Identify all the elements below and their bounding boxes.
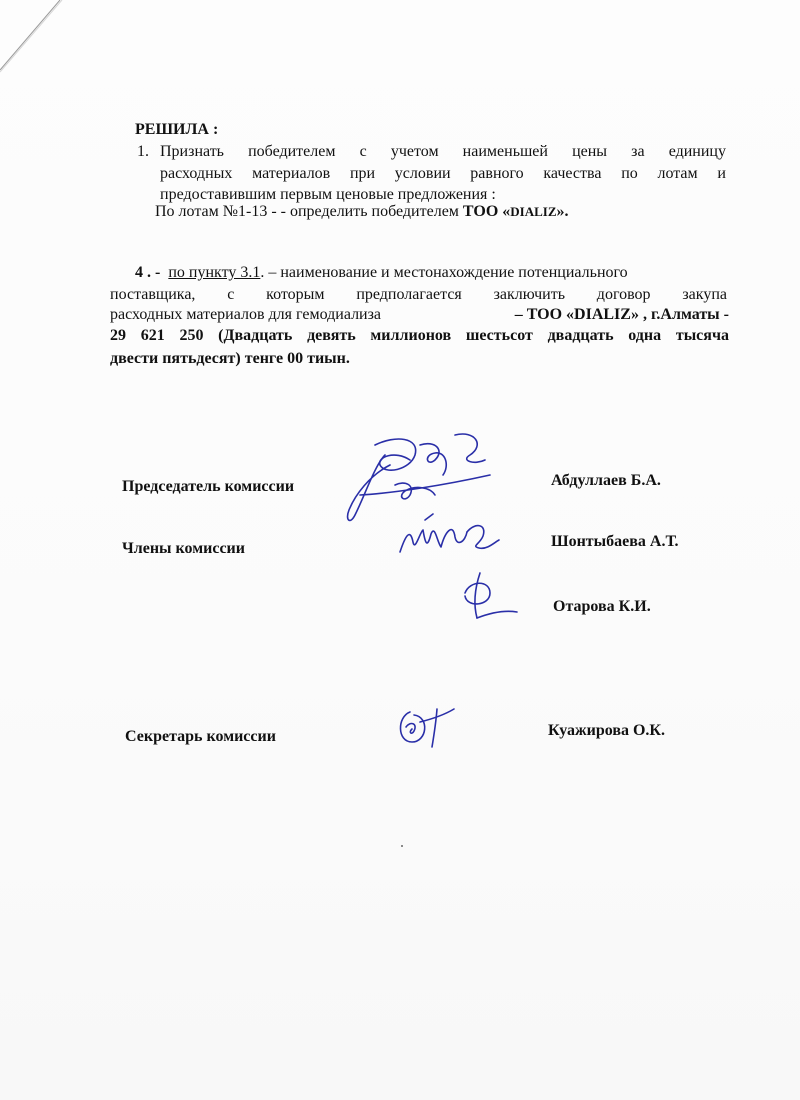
point4-line3-bold: – ТОО «DIALIZ» , г.Алматы - bbox=[514, 306, 729, 323]
word: (Двадцать bbox=[218, 327, 293, 344]
word: закупа bbox=[682, 286, 727, 303]
word: которым bbox=[266, 286, 325, 303]
word: поставщика, bbox=[110, 286, 196, 303]
member2-signature-icon bbox=[455, 568, 525, 628]
point4-line1-rest: . – наименование и местонахождение потенциального bbox=[260, 264, 628, 281]
point4-line3-normal: расходных материалов для гемодиализа bbox=[110, 306, 382, 323]
resolution-item-line-2 bbox=[160, 164, 726, 184]
word: 621 bbox=[140, 327, 165, 344]
secretary-signature-icon bbox=[392, 697, 462, 757]
word: с bbox=[227, 286, 235, 303]
resolution-heading: РЕШИЛА : bbox=[135, 121, 219, 138]
member1-signature-icon bbox=[395, 512, 505, 562]
word: наименьшей bbox=[462, 143, 548, 160]
word: единицу bbox=[668, 143, 726, 160]
lots-decision bbox=[155, 202, 569, 221]
word: миллионов bbox=[370, 327, 452, 344]
word: с bbox=[359, 143, 367, 160]
lots-winner-suffix: ». bbox=[556, 203, 569, 220]
word: лотам bbox=[657, 165, 698, 182]
word: цены bbox=[572, 143, 608, 160]
justified-line bbox=[110, 285, 727, 305]
chairman-role: Председатель комиссии bbox=[122, 478, 295, 495]
lots-prefix: По лотам №1-13 - - определить победителем bbox=[155, 203, 463, 220]
chairman-name: Абдуллаев Б.А. bbox=[551, 472, 661, 489]
lots-winner-prefix: ТОО « bbox=[462, 203, 511, 220]
point4-number-wrap bbox=[110, 263, 628, 283]
word: при bbox=[349, 165, 376, 182]
word: 29 bbox=[110, 327, 126, 344]
word: двадцать bbox=[547, 327, 614, 344]
resolution-item-line-1 bbox=[160, 142, 726, 162]
word: одна bbox=[628, 327, 662, 344]
word: тысяча bbox=[675, 327, 729, 344]
point4-line-1-content bbox=[110, 263, 727, 283]
word: 250 bbox=[179, 327, 204, 344]
chairman-signature-icon bbox=[335, 425, 505, 535]
point4-line-2 bbox=[110, 285, 727, 305]
word: расходных bbox=[160, 165, 233, 182]
word: предполагается bbox=[356, 286, 462, 303]
resolution-item-line-3: предоставившим первым ценовые предложения : bbox=[160, 186, 496, 203]
word: учетом bbox=[390, 143, 439, 160]
word: договор bbox=[596, 286, 651, 303]
word: за bbox=[631, 143, 645, 160]
word: заключить bbox=[493, 286, 565, 303]
lots-winner-name: DIALIZ bbox=[510, 204, 557, 219]
member1-name: Шонтыбаева А.Т. bbox=[551, 533, 679, 550]
point4-number: 4 . - bbox=[135, 264, 161, 281]
justified-line bbox=[110, 326, 729, 346]
word: шестьсот bbox=[465, 327, 533, 344]
word: победителем bbox=[248, 143, 336, 160]
secretary-name: Куажирова О.К. bbox=[548, 722, 665, 739]
point4-line-1 bbox=[110, 263, 727, 283]
word: девять bbox=[307, 327, 356, 344]
members-role: Члены комиссии bbox=[122, 540, 245, 557]
word: Признать bbox=[160, 143, 224, 160]
resolution-item-number: 1. bbox=[137, 143, 149, 160]
word: материалов bbox=[252, 165, 331, 182]
member2-name: Отарова К.И. bbox=[553, 598, 651, 615]
point4-line-3 bbox=[110, 305, 729, 324]
justified-line bbox=[160, 164, 726, 184]
word: качества bbox=[543, 165, 602, 182]
word: и bbox=[717, 165, 726, 182]
point4-ref: по пункту 3.1 bbox=[168, 264, 261, 281]
justified-line bbox=[160, 142, 726, 162]
word: по bbox=[621, 165, 638, 182]
point4-line-4 bbox=[110, 326, 729, 346]
word: условии bbox=[394, 165, 451, 182]
scan-speck bbox=[401, 845, 403, 847]
word: равного bbox=[470, 165, 524, 182]
secretary-role: Секретарь комиссии bbox=[125, 728, 276, 745]
scan-edge-mark bbox=[0, 0, 120, 120]
point4-line-5: двести пятьдесят) тенге 00 тиын. bbox=[110, 350, 350, 367]
